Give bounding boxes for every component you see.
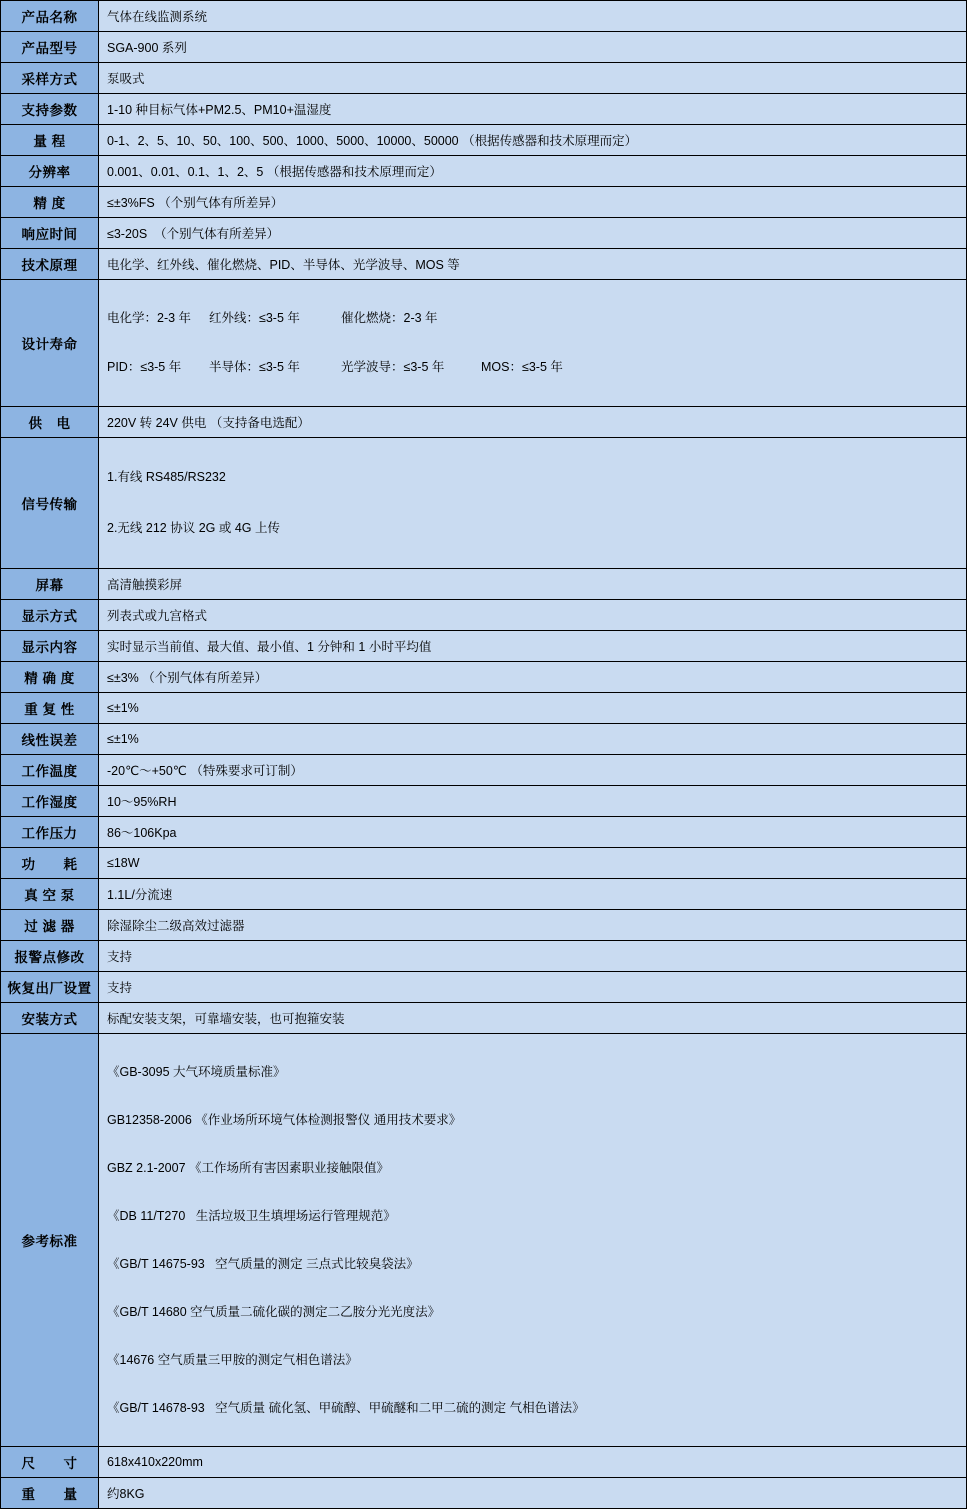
spec-label-reference-standards: 参考标准 <box>1 1034 99 1447</box>
spec-row-factory-reset <box>1 972 967 1003</box>
spec-row-working-humidity <box>1 786 967 817</box>
spec-row-alarm-point-modify <box>1 941 967 972</box>
spec-label-product-name: 产品名称 <box>1 1 99 32</box>
spec-row-precision <box>1 662 967 693</box>
spec-value-dimensions: 618x410x220mm <box>99 1447 967 1478</box>
spec-label-working-pressure: 工作压力 <box>1 817 99 848</box>
spec-value-signal-transmission <box>99 438 967 569</box>
spec-row-signal-transmission <box>1 438 967 569</box>
spec-label-display-content: 显示内容 <box>1 631 99 662</box>
spec-row-design-life <box>1 280 967 407</box>
spec-value-display-content: 实时显示当前值、最大值、最小值、1 分钟和 1 小时平均值 <box>99 631 967 662</box>
spec-label-alarm-point-modify: 报警点修改 <box>1 941 99 972</box>
spec-value-screen: 高清触摸彩屏 <box>99 569 967 600</box>
spec-label-repeatability: 重 复 性 <box>1 693 99 724</box>
standard-line-8: 《GB/T 14678-93 空气质量 硫化氢、甲硫醇、甲硫醚和二甲二硫的测定 气相色谱法》 <box>107 1401 585 1415</box>
design-life-spacer <box>481 308 960 329</box>
spec-label-display-mode: 显示方式 <box>1 600 99 631</box>
spec-row-power-consumption <box>1 848 967 879</box>
spec-row-working-temperature <box>1 755 967 786</box>
spec-row-supported-parameters <box>1 94 967 125</box>
spec-value-supported-parameters: 1-10 种目标气体+PM2.5、PM10+温湿度 <box>99 94 967 125</box>
design-life-semiconductor: 半导体：≤3-5 年 <box>209 360 300 374</box>
design-life-pid: PID：≤3-5 年 <box>107 360 182 374</box>
spec-row-model <box>1 32 967 63</box>
spec-row-power-supply <box>1 407 967 438</box>
spec-label-factory-reset: 恢复出厂设置 <box>1 972 99 1003</box>
spec-row-weight <box>1 1478 967 1509</box>
spec-value-reference-standards <box>99 1034 967 1447</box>
spec-value-resolution: 0.001、0.01、0.1、1、2、5 （根据传感器和技术原理而定） <box>99 156 967 187</box>
spec-row-installation <box>1 1003 967 1034</box>
spec-label-design-life: 设计寿命 <box>1 280 99 407</box>
spec-value-repeatability: ≤±1% <box>99 693 967 724</box>
spec-value-precision: ≤±3% （个别气体有所差异） <box>99 662 967 693</box>
spec-value-weight: 约8KG <box>99 1478 967 1509</box>
spec-row-response-time <box>1 218 967 249</box>
design-life-mos: MOS：≤3-5 年 <box>481 360 563 374</box>
spec-label-vacuum-pump: 真 空 泵 <box>1 879 99 910</box>
spec-label-precision: 精 确 度 <box>1 662 99 693</box>
spec-value-power-supply: 220V 转 24V 供电 （支持备电选配） <box>99 407 967 438</box>
spec-value-filter: 除湿除尘二级高效过滤器 <box>99 910 967 941</box>
spec-row-sampling-method <box>1 63 967 94</box>
spec-row-working-pressure <box>1 817 967 848</box>
spec-row-repeatability <box>1 693 967 724</box>
spec-label-power-consumption: 功 耗 <box>1 848 99 879</box>
spec-label-filter: 过 滤 器 <box>1 910 99 941</box>
spec-label-linearity-error: 线性误差 <box>1 724 99 755</box>
spec-row-dimensions <box>1 1447 967 1478</box>
spec-label-installation: 安装方式 <box>1 1003 99 1034</box>
standard-line-3: GBZ 2.1-2007 《工作场所有害因素职业接触限值》 <box>107 1161 389 1175</box>
signal-line-wired: 1.有线 RS485/RS232 <box>107 470 226 484</box>
standard-line-5: 《GB/T 14675-93 空气质量的测定 三点式比较臭袋法》 <box>107 1257 419 1271</box>
spec-value-technology: 电化学、红外线、催化燃烧、PID、半导体、光学波导、MOS 等 <box>99 249 967 280</box>
spec-label-model: 产品型号 <box>1 32 99 63</box>
spec-value-vacuum-pump: 1.1L/分流速 <box>99 879 967 910</box>
spec-label-sampling-method: 采样方式 <box>1 63 99 94</box>
spec-row-technology <box>1 249 967 280</box>
standard-line-1: 《GB-3095 大气环境质量标准》 <box>107 1065 286 1079</box>
spec-label-weight: 重 量 <box>1 1478 99 1509</box>
spec-value-power-consumption: ≤18W <box>99 848 967 879</box>
design-life-optical: 光学波导：≤3-5 年 <box>341 360 445 374</box>
spec-value-working-temperature: -20℃～+50℃ （特殊要求可订制） <box>99 755 967 786</box>
spec-value-installation: 标配安装支架，可靠墙安装，也可抱箍安装 <box>99 1003 967 1034</box>
spec-label-dimensions: 尺 寸 <box>1 1447 99 1478</box>
spec-label-range: 量 程 <box>1 125 99 156</box>
spec-value-design-life <box>99 280 967 407</box>
design-life-electrochemical: 电化学：2-3 年 <box>107 311 192 325</box>
spec-label-technology: 技术原理 <box>1 249 99 280</box>
spec-row-filter <box>1 910 967 941</box>
spec-value-linearity-error: ≤±1% <box>99 724 967 755</box>
spec-value-model: SGA-900 系列 <box>99 32 967 63</box>
spec-row-accuracy <box>1 187 967 218</box>
spec-label-accuracy: 精 度 <box>1 187 99 218</box>
design-life-infrared: 红外线：≤3-5 年 <box>209 311 300 325</box>
spec-row-reference-standards <box>1 1034 967 1447</box>
spec-value-sampling-method: 泵吸式 <box>99 63 967 94</box>
standard-line-7: 《14676 空气质量三甲胺的测定气相色谱法》 <box>107 1353 358 1367</box>
spec-value-working-pressure: 86～106Kpa <box>99 817 967 848</box>
spec-value-product-name: 气体在线监测系统 <box>99 1 967 32</box>
design-life-line-2 <box>107 357 960 378</box>
standard-line-4: 《DB 11/T270 生活垃圾卫生填埋场运行管理规范》 <box>107 1209 396 1223</box>
spec-label-resolution: 分辨率 <box>1 156 99 187</box>
spec-row-linearity-error <box>1 724 967 755</box>
spec-row-display-content <box>1 631 967 662</box>
standard-line-2: GB12358-2006 《作业场所环境气体检测报警仪 通用技术要求》 <box>107 1113 462 1127</box>
spec-row-resolution <box>1 156 967 187</box>
spec-row-screen <box>1 569 967 600</box>
spec-value-response-time: ≤3-20S （个别气体有所差异） <box>99 218 967 249</box>
spec-row-range <box>1 125 967 156</box>
spec-value-display-mode: 列表式或九宫格式 <box>99 600 967 631</box>
design-life-line-1 <box>107 308 960 329</box>
spec-row-vacuum-pump <box>1 879 967 910</box>
spec-label-working-humidity: 工作湿度 <box>1 786 99 817</box>
spec-value-working-humidity: 10～95%RH <box>99 786 967 817</box>
design-life-catalytic: 催化燃烧：2-3 年 <box>341 311 438 325</box>
spec-label-supported-parameters: 支持参数 <box>1 94 99 125</box>
standard-line-6: 《GB/T 14680 空气质量二硫化碳的测定二乙胺分光光度法》 <box>107 1305 441 1319</box>
spec-value-accuracy: ≤±3%FS （个别气体有所差异） <box>99 187 967 218</box>
spec-label-power-supply: 供 电 <box>1 407 99 438</box>
spec-label-screen: 屏幕 <box>1 569 99 600</box>
signal-line-wireless: 2.无线 212 协议 2G 或 4G 上传 <box>107 521 280 535</box>
spec-label-working-temperature: 工作温度 <box>1 755 99 786</box>
spec-value-alarm-point-modify: 支持 <box>99 941 967 972</box>
spec-value-range: 0-1、2、5、10、50、100、500、1000、5000、10000、50000 （根据传感器和技术原理而定） <box>99 125 967 156</box>
spec-row-product-name <box>1 1 967 32</box>
spec-value-factory-reset: 支持 <box>99 972 967 1003</box>
spec-row-display-mode <box>1 600 967 631</box>
spec-label-signal-transmission: 信号传输 <box>1 438 99 569</box>
spec-label-response-time: 响应时间 <box>1 218 99 249</box>
